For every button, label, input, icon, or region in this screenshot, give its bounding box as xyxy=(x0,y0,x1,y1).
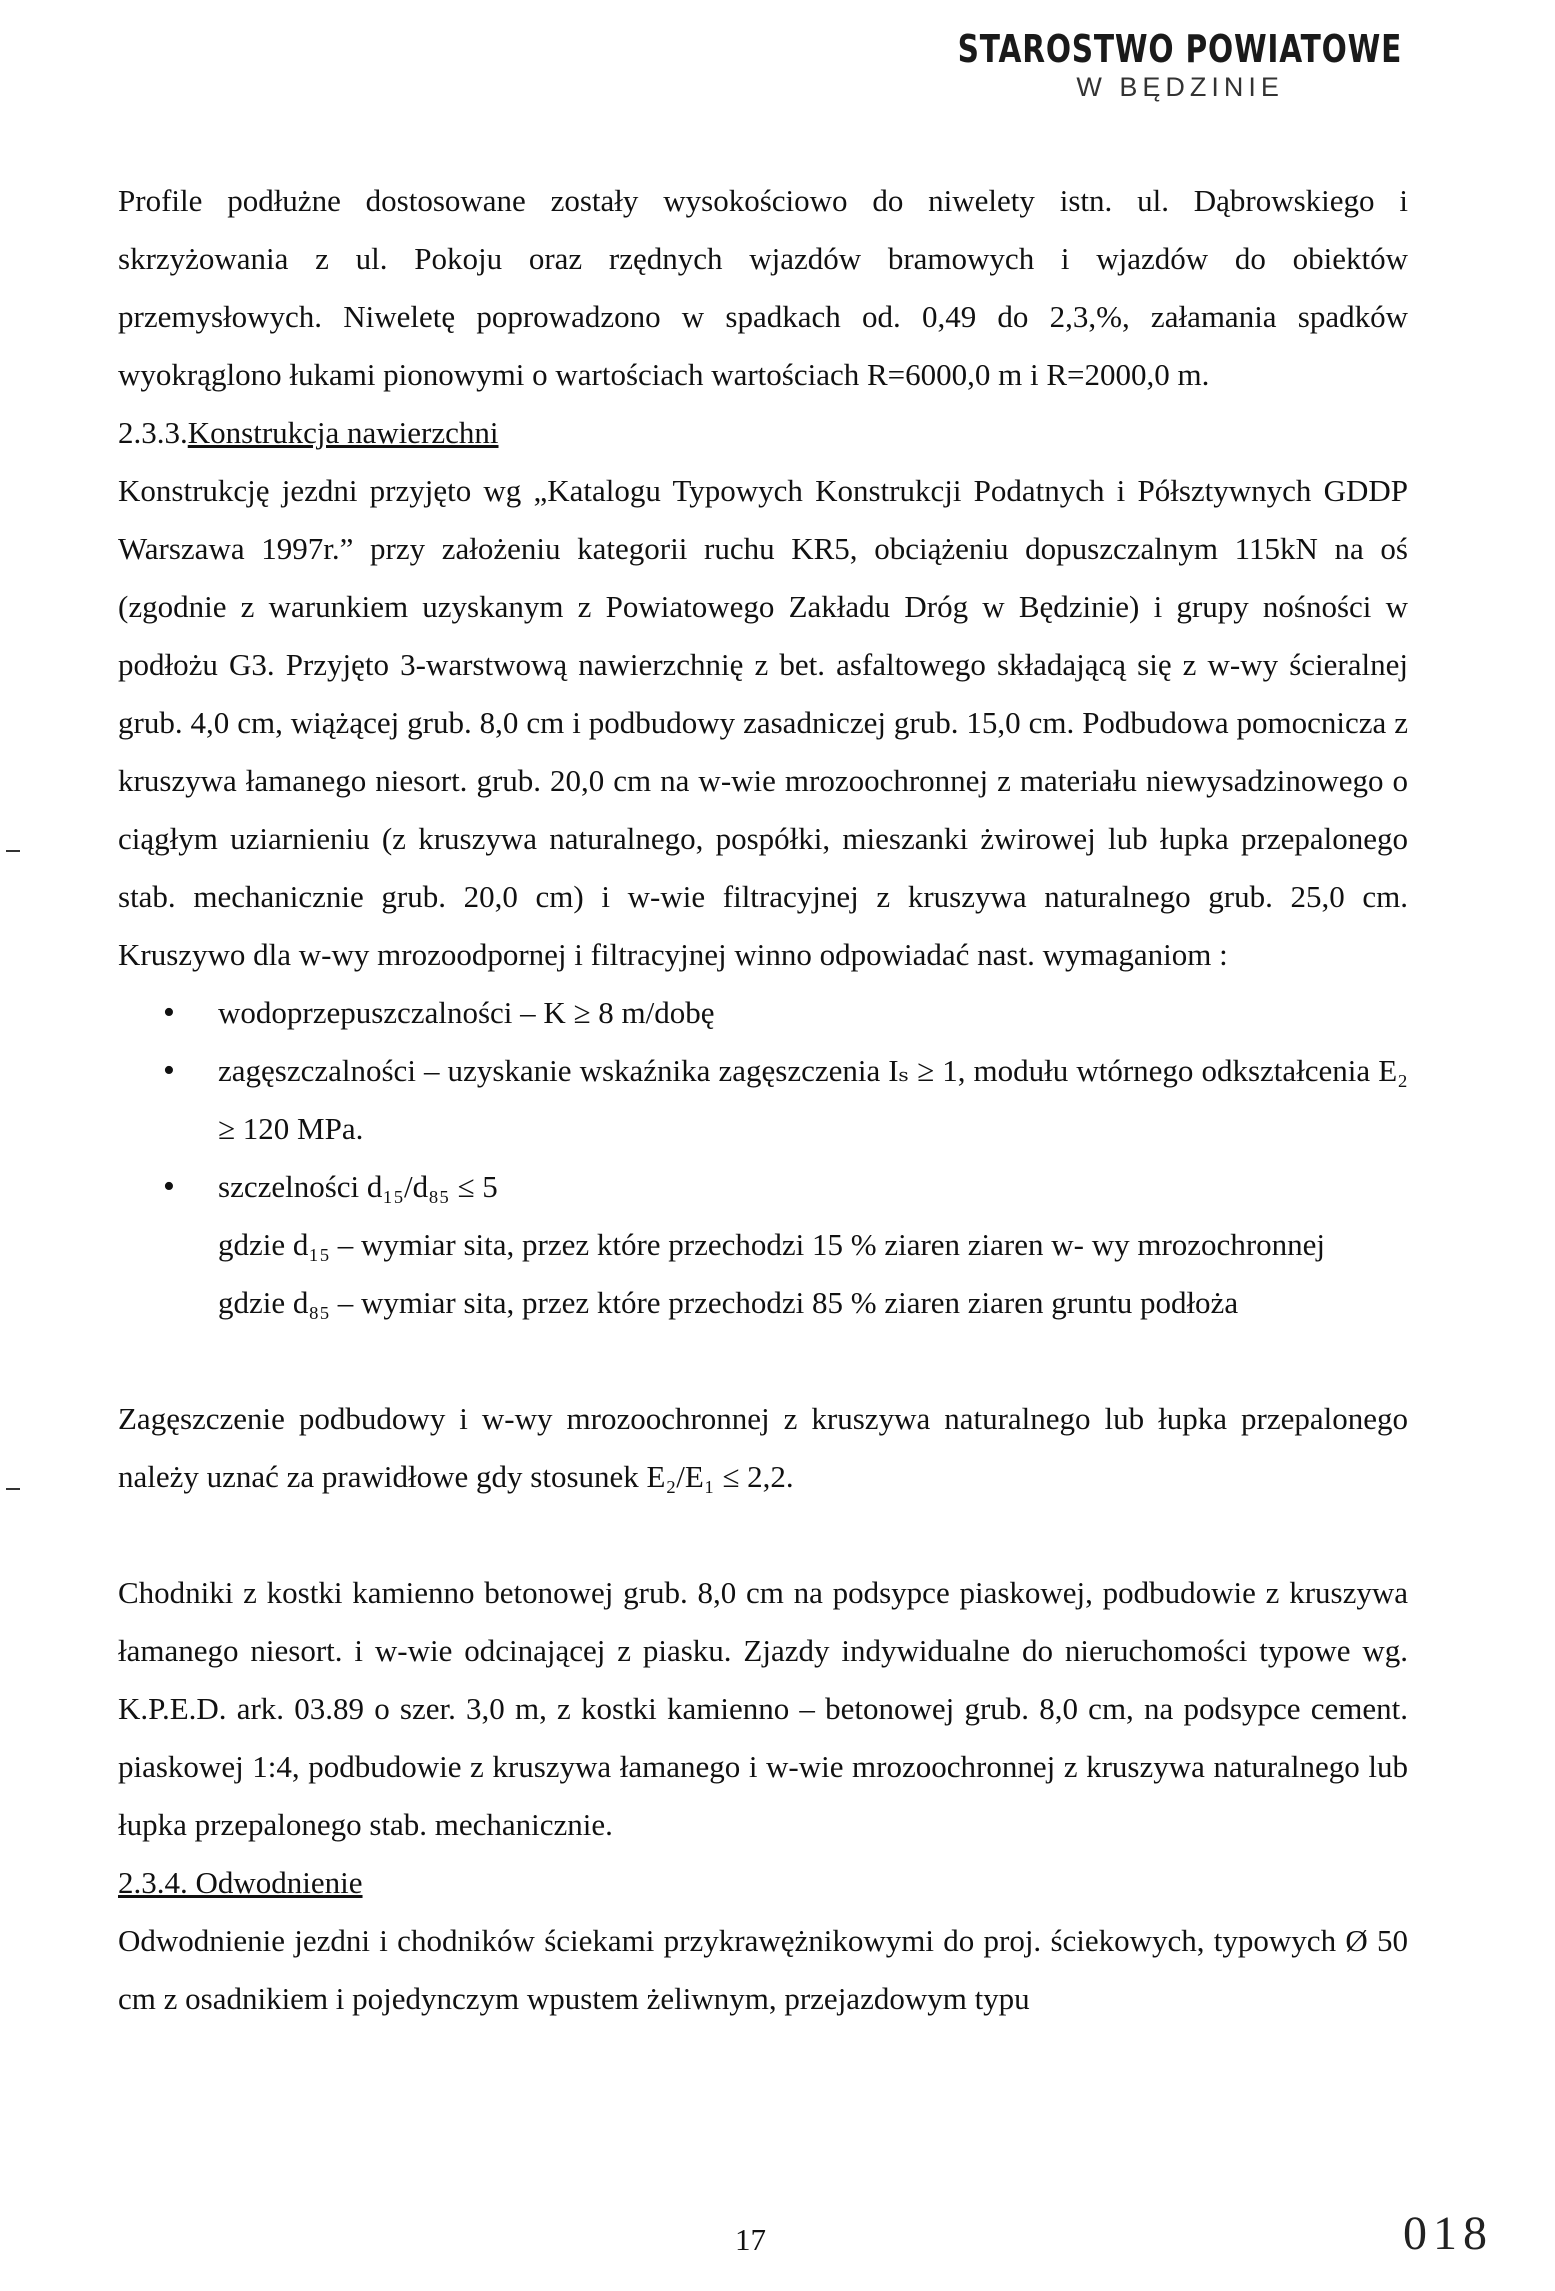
list-item: • zagęszczalności – uzyskanie wskaźnika zagęszczenia Iₛ ≥ 1, modułu wtórnego odkształcenia E₂ ≥ 120 MPa. xyxy=(118,1042,1408,1158)
stamp-office-name: STAROSTWO POWIATOWE xyxy=(957,27,1403,71)
requirements-list xyxy=(118,984,1408,1216)
margin-mark xyxy=(6,850,20,852)
definition-d15: gdzie d₁₅ – wymiar sita, przez które przechodzi 15 % ziaren ziaren w- wy mrozochronnej xyxy=(218,1227,1326,1262)
margin-mark xyxy=(6,1488,20,1490)
spacer xyxy=(118,1332,1408,1390)
office-stamp xyxy=(895,27,1465,102)
document-sheet-number: 018 xyxy=(1403,2207,1493,2260)
stamp-location: W BĘDZINIE xyxy=(1076,72,1284,102)
section-heading-2-3-3 xyxy=(118,404,1408,462)
page-number: 17 xyxy=(735,2222,766,2257)
section-heading-2-3-4: 2.3.4. Odwodnienie xyxy=(118,1865,363,1900)
list-item: • szczelności d₁₅/d₈₅ ≤ 5 xyxy=(118,1158,1408,1216)
paragraph-sidewalks: Chodniki z kostki kamienno betonowej grub. 8,0 cm na podsypce piaskowej, podbudowie z kruszywa łamanego niesort. i w-wie odcinającej z piasku. Zjazdy indywidualne do nieruchomości typowe wg. K.P.E.D. ark. 03.89 o szer. 3,0 m, z kostki kamienno – betonowej grub. 8,0 cm, na podsypce cement. piaskowej 1:4, podbudowie z kruszywa łamanego i w-wie mrozoochronnej z kruszywa naturalnego lub łupka przepalonego stab. mechanicznie. xyxy=(118,1575,1408,1842)
list-item: • wodoprzepuszczalności – K ≥ 8 m/dobę xyxy=(118,984,1408,1042)
spacer xyxy=(118,1506,1408,1564)
definition-d85: gdzie d₈₅ – wymiar sita, przez które przechodzi 85 % ziaren ziaren gruntu podłoża xyxy=(218,1285,1239,1320)
document-body xyxy=(118,172,1408,2028)
paragraph-profiles: Profile podłużne dostosowane zostały wysokościowo do niwelety istn. ul. Dąbrowskiego i skrzyżowania z ul. Pokoju oraz rzędnych wjazdów bramowych i wjazdów do obiektów przemysłowych. Niweletę poprowadzono w spadkach od. 0,49 do 2,3,%, załamania spadków wyokrąglono łukami pionowymi o wartościach wartościach R=6000,0 m i R=2000,0 m. xyxy=(118,183,1408,392)
paragraph-pavement-construction: Konstrukcję jezdni przyjęto wg „Katalogu Typowych Konstrukcji Podatnych i Półsztywnych GDDP Warszawa 1997r.” przy założeniu kategorii ruchu KR5, obciążeniu dopuszczalnym 115kN na oś (zgodnie z warunkiem uzyskanym z Powiatowego Zakładu Dróg w Będzinie) i grupy nośności w podłożu G3. Przyjęto 3-warstwową nawierzchnię z bet. asfaltowego składającą się z w-wy ścieralnej grub. 4,0 cm, wiążącej grub. 8,0 cm i podbudowy zasadniczej grub. 15,0 cm. Podbudowa pomocnicza z kruszywa łamanego niesort. grub. 20,0 cm na w-wie mrozoochronnej z materiału niewysadzinowego o ciągłym uziarnieniu (z kruszywa naturalnego, pospółki, mieszanki żwirowej lub łupka przepalonego stab. mechanicznie grub. 20,0 cm) i w-wie filtracyjnej z kruszywa naturalnego grub. 25,0 cm. Kruszywo dla w-wy mrozoodpornej i filtracyjnej winno odpowiadać nast. wymaganiom : xyxy=(118,473,1408,972)
paragraph-compaction: Zagęszczenie podbudowy i w-wy mrozoochronnej z kruszywa naturalnego lub łupka przepalonego należy uznać za prawidłowe gdy stosunek E₂/E₁ ≤ 2,2. xyxy=(118,1401,1408,1494)
section-number: 2.3.3. xyxy=(118,415,188,450)
paragraph-drainage: Odwodnienie jezdni i chodników ściekami przykrawężnikowymi do proj. ściekowych, typowych Ø 50 cm z osadnikiem i pojedynczym wpustem żeliwnym, przejazdowym typu xyxy=(118,1923,1408,2016)
section-title: Konstrukcja nawierzchni xyxy=(187,415,499,450)
